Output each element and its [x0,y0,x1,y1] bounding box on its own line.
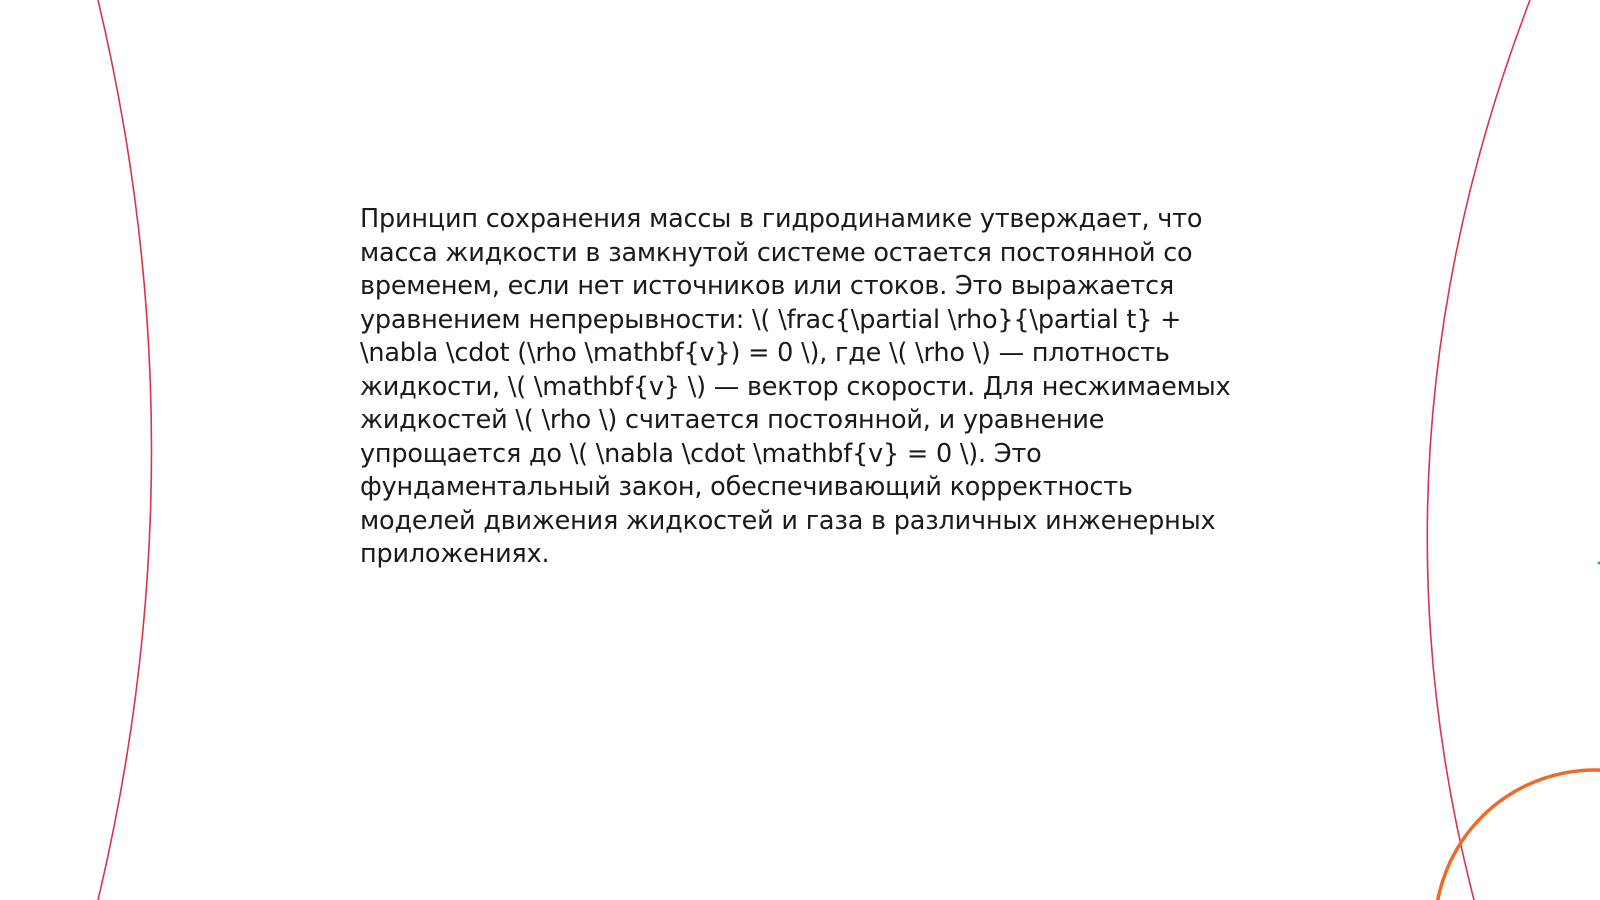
right-curve-line [1427,0,1530,900]
left-curve-line [98,0,152,900]
body-paragraph: Принцип сохранения массы в гидродинамике утверждает, что масса жидкости в замкнутой системе остается постоянной со временем, если нет источников или стоков. Это выражается уравнением непрерывности: \( \frac{\partial \rho}{\partial t} + \nabla \cdot (\rho \mathbf{v}) = 0 \), где \( \rho \) — плотность жидкости, \( \mathbf{v} \) — вектор скорости. Для несжимаемых жидкостей \( \rho \) считается постоянной, и уравнение упрощается до \( \nabla \cdot \mathbf{v} = 0 \). Это фундаментальный закон, обеспечивающий корректность моделей движения жидкостей и газа в различных инженерных приложениях. [360,204,1231,569]
orange-ring [1435,770,1600,900]
